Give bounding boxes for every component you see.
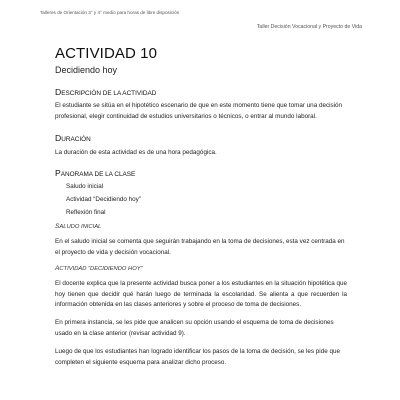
list-item: Actividad “Decidiendo hoy” — [66, 196, 141, 204]
heading-descripcion-initial: D — [55, 87, 62, 97]
heading-panorama-rest: ANORAMA DE LA CLASE — [60, 171, 136, 178]
panorama-list — [66, 180, 141, 220]
heading-descripcion-rest: ESCRIPCIÓN DE LA ACTIVIDAD — [61, 90, 157, 97]
heading-panorama-initial: P — [55, 168, 61, 178]
heading-saludo-initial: S — [55, 223, 60, 230]
heading-duracion-initial: D — [55, 133, 62, 143]
actividad-paragraph-3: Luego de que los estudiantes han logrado identificar los pasos de la toma de decisión, se les pide que completen el siguiente esquema para analizar dicho proceso. — [55, 348, 340, 366]
list-item: Saludo inicial — [66, 183, 104, 190]
actividad-paragraph-2: En primera instancia, se les pide que analicen su opción usando el esquema de toma de decisiones usado en la clase anterior (revisar actividad 9). — [55, 319, 334, 337]
heading-saludo-rest: ALUDO INICIAL — [59, 224, 102, 230]
heading-descripcion — [55, 87, 156, 97]
heading-duracion-rest: URACIÓN — [61, 136, 91, 143]
descripcion-paragraph: El estudiante se sitúa en el hipotético escenario de que en este momento tiene que tomar una decisión profesional, elegir continuidad de estudios universitarios o técnicos, o entrar al mundo laboral. — [55, 102, 343, 120]
activity-title: ACTIVIDAD 10 — [55, 45, 158, 62]
activity-subtitle: Decidiendo hoy — [55, 65, 118, 75]
heading-actividad — [55, 265, 143, 272]
heading-actividad-initial: A — [55, 265, 60, 272]
heading-saludo — [55, 223, 101, 230]
running-header-right: Taller Decisión Vocacional y Proyecto de Vida — [256, 24, 362, 30]
duracion-paragraph: La duración de esta actividad es de una hora pedagógica. — [55, 149, 217, 156]
running-header-left: Talleres de Orientación 3° y 4° medio para horas de libre disposición — [40, 10, 180, 15]
saludo-paragraph: En el saludo inicial se comenta que seguirán trabajando en la toma de decisiones, esta vez centrada en el proyecto de vida y decisión vocacional. — [55, 238, 345, 256]
heading-duracion — [55, 133, 91, 143]
heading-panorama — [55, 168, 135, 178]
list-item: Reflexión final — [66, 209, 106, 217]
actividad-paragraph-1: El docente explica que la presente actividad busca poner a los estudiantes en la situación hipotética que hoy tienen que decidir qué harán luego de terminada la escolaridad. Se alienta a que recuerden la información obtenida en las clases anteriores y sobre el proceso de toma de decisiones. — [55, 280, 347, 308]
heading-actividad-rest: CTIVIDAD “DECIDIENDO HOY” — [59, 266, 143, 272]
